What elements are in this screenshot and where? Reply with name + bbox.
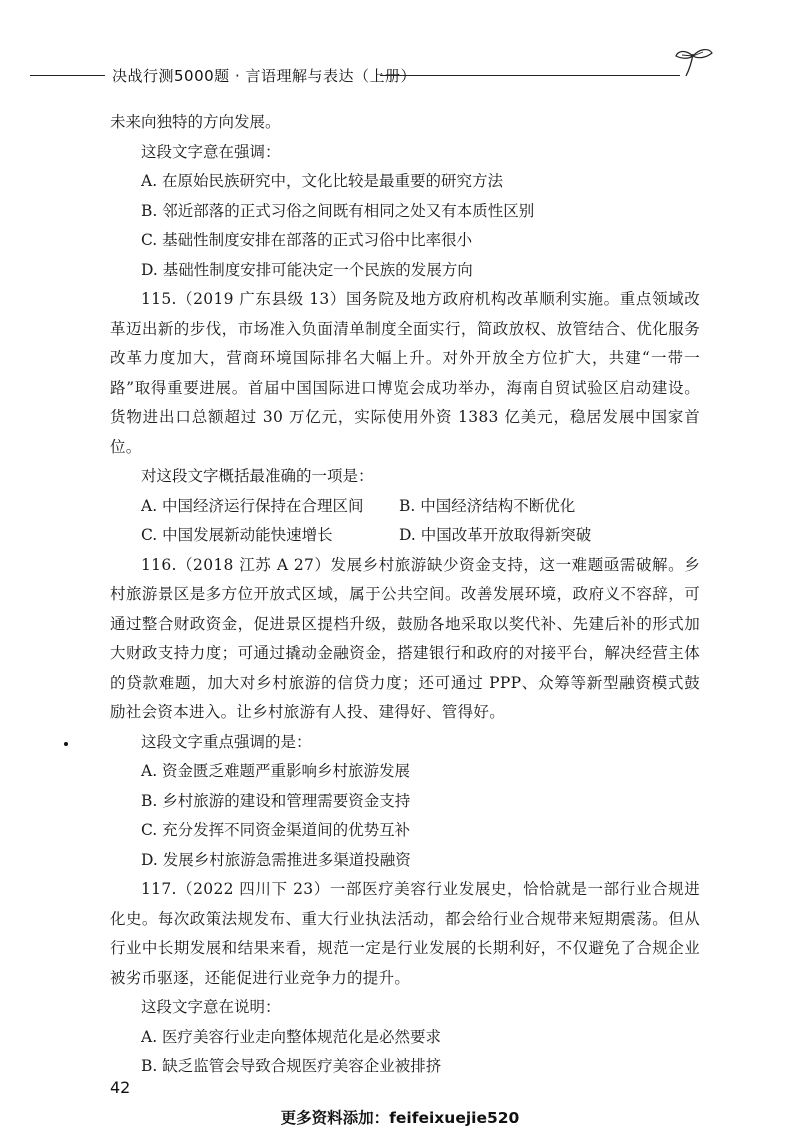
q114-option-a: A. 在原始民族研究中，文化比较是最重要的研究方法: [141, 172, 504, 190]
q116-option-d: D. 发展乡村旅游急需推进多渠道投融资: [141, 850, 411, 869]
q117-prompt: 这段文字意在说明：: [141, 998, 281, 1016]
continued-text: 未来向独特的方向发展。: [110, 113, 281, 131]
q114-option-c: C. 基础性制度安排在部落的正式习俗中比率很小: [141, 231, 473, 249]
page-number: 42: [110, 1078, 131, 1097]
margin-dot: [64, 742, 68, 746]
q115-option-b: B. 中国经济结构不断优化: [399, 496, 576, 515]
q115-options-row-1: [110, 492, 700, 522]
q116-option-c: C. 充分发挥不同资金渠道间的优势互补: [141, 821, 411, 839]
q116-option-b: B. 乡村旅游的建设和管理需要资金支持: [141, 791, 411, 810]
q116-text: 116.（2018 江苏 A 27）发展乡村旅游缺少资金支持，这一难题亟需破解。乡村旅游景区是多方位开放式区域，属于公共空间。改善发展环境，政府义不容辞，可通过整合财政资金，促进景区提档升级，鼓励各地采取以奖代补、先建后补的形式加大财政支持力度；可通过撬动金融资金，搭建银行和政府的对接平台，解决经营主体的贷款难题，加大对乡村旅游的信贷力度；还可通过 PPP、众筹等新型融资模式鼓励社会资本进入。让乡村旅游有人投、建得好、管得好。: [110, 555, 700, 721]
q115-option-a: A. 中国经济运行保持在合理区间: [141, 496, 364, 515]
q115-prompt: 对这段文字概括最准确的一项是：: [141, 467, 374, 485]
q114-prompt: 这段文字意在强调：: [141, 142, 281, 161]
header-rule-left: [30, 75, 105, 76]
running-header: [0, 58, 800, 92]
header-rule-right: [380, 75, 680, 76]
q115-options-row-2: [110, 521, 700, 551]
q117-option-b: B. 缺乏监管会导致合规医疗美容企业被排挤: [141, 1057, 442, 1075]
page-content: [110, 108, 700, 1082]
sprout-icon: [672, 46, 718, 90]
footer-note: 更多资料添加：feifeixuejie520: [280, 1109, 520, 1127]
q117-text: 117.（2022 四川下 23）一部医疗美容行业发展史，恰恰就是一部行业合规进化史。每次政策法规发布、重大行业执法活动，都会给行业合规带来短期震荡。但从行业中长期发展和结果来看，规范一定是行业发展的长期利好，不仅避免了合规企业被劣币驱逐，还能促进行业竞争力的提升。: [110, 880, 700, 987]
q115-option-d: D. 中国改革开放取得新突破: [399, 526, 592, 544]
q115-text: 115.（2019 广东县级 13）国务院及地方政府机构改革顺利实施。重点领域改革迈出新的步伐，市场准入负面清单制度全面实行，简政放权、放管结合、优化服务改革力度加大，营商环境国际排名大幅上升。对外开放全方位扩大，共建“一带一路”取得重要进展。首届中国国际进口博览会成功举办，海南自贸试验区启动建设。货物进出口总额超过 30 万亿元，实际使用外资 1383 亿美元，稳居发展中国家首位。: [110, 290, 700, 456]
q117-option-a: A. 医疗美容行业走向整体规范化是必然要求: [141, 1027, 442, 1046]
q116-prompt: 这段文字重点强调的是：: [141, 732, 312, 751]
q116-option-a: A. 资金匮乏难题严重影响乡村旅游发展: [141, 762, 411, 780]
q114-option-d: D. 基础性制度安排可能决定一个民族的发展方向: [141, 260, 473, 279]
q114-option-b: B. 邻近部落的正式习俗之间既有相同之处又有本质性区别: [141, 201, 535, 220]
book-title: 决战行测5000题 · 言语理解与表达（上册）: [112, 67, 416, 85]
q115-option-c: C. 中国发展新动能快速增长: [141, 526, 333, 544]
